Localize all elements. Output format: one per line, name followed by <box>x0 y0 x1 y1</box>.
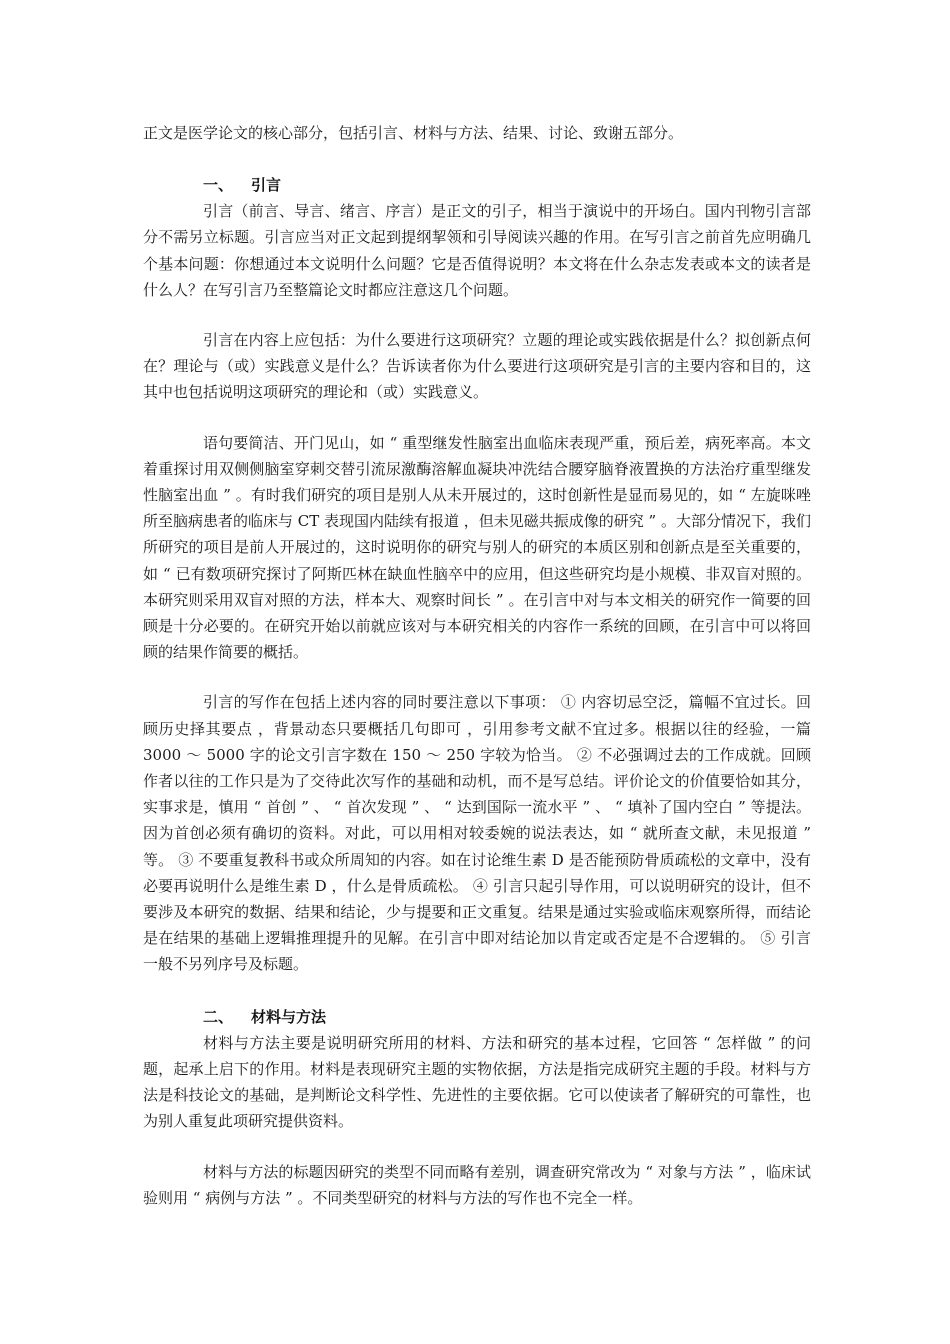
section-number: 一、 <box>203 176 234 195</box>
document-page <box>143 120 811 1211</box>
body-paragraph: 材料与方法主要是说明研究所用的材料、方法和研究的基本过程，它回答 “ 怎样做 ” 的问题，起承上启下的作用。材料是表现研究主题的实物依据，方法是指完成研究主题的手段。材料与方法是科技论文的基础，是判断论文科学性、先进性的主要依据。它可以使读者了解研究的可靠性，也为别人重复此项研究提供资料。 <box>143 1033 811 1131</box>
section-heading-introduction <box>143 172 811 198</box>
body-paragraph: 材料与方法的标题因研究的类型不同而略有差别，调查研究常改为 “ 对象与方法 ” ，临床试验则用 “ 病例与方法 ” 。不同类型研究的材料与方法的写作也不完全一样。 <box>143 1162 811 1207</box>
intro-paragraph: 正文是医学论文的核心部分，包括引言、材料与方法、结果、讨论、致谢五部分。 <box>143 124 684 142</box>
section-title: 材料与方法 <box>251 1007 327 1026</box>
body-paragraph: 引言的写作在包括上述内容的同时要注意以下事项： ① 内容切忌空泛，篇幅不宜过长。回顾历史择其要点 ，背景动态只要概括几句即可 ，引用参考文献不宜过多。根据以往的经验，一篇 3000 ～ 5000 字的论文引言字数在 150 ～ 250 字较为恰当。 ② 不必强调过去的工作成就。回顾作者以往的工作只是为了交待此次写作的基础和动机，而不是写总结。评价论文的价值要恰如其分，实事求是，慎用 “ 首创 ” 、 “ 首次发现 ” 、 “ 达到国际一流水平 ” 、 “ 填补了国内空白 ” 等提法。因为首创必须有确切的资料。对此，可以用相对较委婉的说法表达，如 “ 就所查文献，未见报道 ” 等。 ③ 不要重复教科书或众所周知的内容。如在讨论维生素 D 是否能预防骨质疏松的文章中，没有必要再说明什么是维生素 D ，什么是骨质疏松。 ④ 引言只起引导作用，可以说明研究的设计，但不要涉及本研究的数据、结果和结论，少与提要和正文重复。结果是通过实验或临床观察所得，而结论是在结果的基础上逻辑推理提升的见解。在引言中即对结论加以肯定或否定是不合逻辑的。 ⑤ 引言一般不另列序号及标题。 <box>143 693 811 974</box>
section-number: 二、 <box>203 1007 234 1026</box>
section-title: 引言 <box>251 176 282 195</box>
body-paragraph: 语句要简洁、开门见山，如 “ 重型继发性脑室出血临床表现严重，预后差，病死率高。本文着重探讨用双侧侧脑室穿刺交替引流尿激酶溶解血凝块冲洗结合腰穿脑脊液置换的方法治疗重型继发性脑室出血 ” 。有时我们研究的项目是别人从未开展过的，这时创新性是显而易见的，如 “ 左旋咪唑所至脑病患者的临床与 CT 表现国内陆续有报道 ，但未见磁共振成像的研究 ” 。大部分情况下，我们所研究的项目是前人开展过的，这时说明你的研究与别人的研究的本质区别和创新点是至关重要的，如 “ 已有数项研究探讨了阿斯匹林在缺血性脑卒中的应用，但这些研究均是小规模、非双盲对照的。本研究则采用双盲对照的方法，样本大、观察时间长 ” 。在引言中对与本文相关的研究作一简要的回顾是十分必要的。在研究开始以前就应该对与本研究相关的内容作一系统的回顾，在引言中可以将回顾的结果作简要的概括。 <box>143 433 811 662</box>
section-heading-materials-methods <box>143 1004 811 1030</box>
body-paragraph: 引言在内容上应包括：为什么要进行这项研究？立题的理论或实践依据是什么？拟创新点何在？理论与（或）实践意义是什么？告诉读者你为什么要进行这项研究是引言的主要内容和目的，这其中也包括说明这项研究的理论和（或）实践意义。 <box>143 331 811 402</box>
body-paragraph: 引言（前言、导言、绪言、序言）是正文的引子，相当于演说中的开场白。国内刊物引言部分不需另立标题。引言应当对正文起到提纲挈领和引导阅读兴趣的作用。在写引言之前首先应明确几个基本问题：你想通过本文说明什么问题？它是否值得说明？本文将在什么杂志发表或本文的读者是什么人？在写引言乃至整篇论文时都应注意这几个问题。 <box>143 202 811 299</box>
